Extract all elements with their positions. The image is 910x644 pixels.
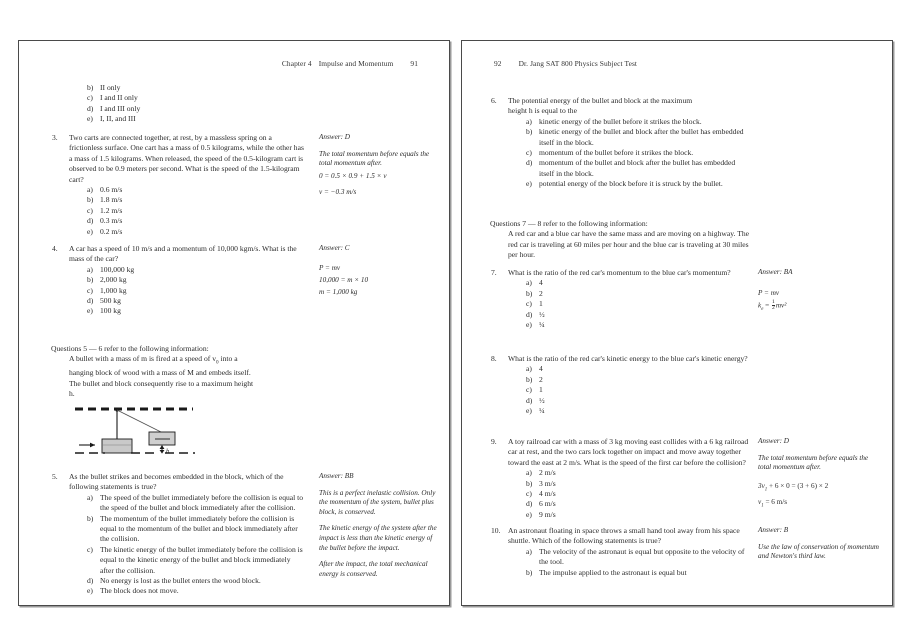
- answer-formula: 0 = 0.5 × 0.9 + 1.5 × v: [319, 171, 387, 180]
- choice-label: b): [87, 513, 94, 523]
- block-raised: [149, 432, 175, 445]
- choice-text: ¼: [539, 406, 545, 416]
- question-stem: As the bullet strikes and becomes embedded in the block, which of the following statements is true?: [69, 472, 284, 492]
- choice-text: 6 m/s: [539, 499, 556, 509]
- choice-text: 0.2 m/s: [100, 226, 123, 236]
- carryover-choice-list: [87, 83, 340, 125]
- info-text: hanging block of wood with a mass of M and embeds itself.: [69, 368, 251, 378]
- choice-item[interactable]: [526, 117, 750, 127]
- choice-item[interactable]: [526, 510, 750, 520]
- info-text: into a: [218, 354, 238, 364]
- answer-explanation: The kinetic energy of the system after the impact is less than the kinetic energy of the bullet before the impact.: [319, 524, 437, 552]
- answer-explanation: After the impact, the total mechanical energy is conserved.: [319, 560, 428, 578]
- answer-sidebar-5: [319, 472, 441, 579]
- choice-label: e): [87, 226, 93, 236]
- choice-item[interactable]: [87, 216, 304, 226]
- answer-formula: P = mv: [758, 288, 780, 297]
- choice-label: e): [526, 179, 532, 189]
- answer-sidebar-3: [319, 133, 441, 197]
- chapter-label: Chapter 4: [281, 59, 312, 68]
- page-number-left: 91: [410, 59, 418, 68]
- question-stem: What is the ratio of the red car's momentum to the blue car's momentum?: [508, 268, 731, 277]
- choice-item[interactable]: [526, 179, 750, 189]
- answer-formula: 10,000 = m × 10: [319, 275, 369, 284]
- choice-text: I and II only: [100, 93, 138, 103]
- choice-item[interactable]: [526, 148, 750, 158]
- choice-label: b): [526, 127, 533, 137]
- choice-item[interactable]: [87, 206, 304, 216]
- choice-label: b): [87, 275, 94, 285]
- info-block-7-8: [490, 219, 750, 261]
- choice-label: b): [526, 288, 533, 298]
- choice-label: c): [87, 285, 93, 295]
- answer-explanation: The total momentum before equals the total momentum after.: [758, 453, 869, 472]
- choice-label: a): [526, 116, 532, 126]
- ballistic-pendulum-figure: [61, 405, 261, 459]
- choice-text: The velocity of the astronaut is equal but opposite to the velocity of the tool.: [539, 546, 745, 567]
- choice-text: 1: [539, 299, 543, 309]
- answer-sidebar-7: [758, 268, 880, 315]
- answer-sidebar-10: [758, 526, 880, 562]
- choice-item[interactable]: [526, 320, 750, 330]
- choice-list: [87, 185, 304, 237]
- choice-item[interactable]: [526, 158, 750, 179]
- question-stem: The potential energy of the bullet and block at the maximum: [508, 96, 693, 105]
- choice-item[interactable]: [87, 227, 304, 237]
- choice-text: 2: [539, 374, 543, 384]
- choice-list: [87, 493, 304, 597]
- choice-label: b): [526, 374, 533, 384]
- choice-text: The impulse applied to the astronaut is equal but: [539, 567, 687, 577]
- answer-formula-ke: $k_e$ = $\frac{1}{2}$ mv²: [758, 298, 787, 312]
- answer-formula: [758, 497, 880, 511]
- choice-item[interactable]: [87, 93, 340, 103]
- choice-item[interactable]: [87, 195, 304, 205]
- choice-item[interactable]: [526, 385, 750, 395]
- choice-text: ½: [539, 395, 545, 405]
- choice-list: [526, 547, 750, 578]
- question-10: [490, 526, 750, 578]
- choice-label: c): [87, 93, 93, 103]
- height-arrow-down: [160, 450, 165, 454]
- answer-explanation: This is a perfect inelastic collision. Only the momentum of the system, bullet plus block, is conserved.: [319, 488, 436, 516]
- answer-label: Answer: D: [758, 437, 789, 445]
- answer-explanation: The total momentum before equals the total momentum after.: [319, 149, 430, 168]
- choice-text: The speed of the bullet immediately before the collision is equal to the speed of the bullet and block immediately after the collision.: [100, 492, 304, 513]
- choice-text: No energy is lost as the bullet enters the wood block.: [100, 576, 261, 586]
- page-number-right: 92: [494, 59, 502, 68]
- answer-label: Answer: D: [319, 133, 350, 141]
- info-block-5-6: [51, 344, 304, 400]
- question-6: [490, 96, 750, 190]
- choice-label: b): [87, 195, 94, 205]
- question-stem: A toy railroad car with a mass of 3 kg moving east collides with a 6 kg railroad car at rest, and the two cars lock together on impact and move away together toward the east at 2 m/s. What is the speed of the first car before the collision?: [508, 437, 749, 467]
- height-arrow-up: [160, 445, 165, 449]
- choice-text: I and III only: [100, 103, 141, 113]
- choice-label: a): [526, 364, 532, 374]
- choice-item[interactable]: [526, 468, 750, 478]
- choice-label: d): [87, 296, 94, 306]
- choice-label: a): [87, 492, 93, 502]
- info-text: A bullet with a mass of m is fired at a speed of v: [69, 354, 216, 364]
- question-number: 8.: [491, 354, 497, 363]
- choice-label: c): [87, 544, 93, 554]
- question-3: [51, 133, 304, 237]
- answer-label: Answer: BA: [758, 268, 793, 276]
- choice-text: 0.6 m/s: [100, 185, 123, 195]
- book-title: Dr. Jang SAT 800 Physics Subject Test: [518, 59, 638, 68]
- choice-label: d): [526, 395, 533, 405]
- question-stem: An astronaut floating in space throws a small hand tool away from his space shuttle. Which of the following statements is true?: [508, 526, 740, 546]
- choice-item[interactable]: [526, 479, 750, 489]
- string-swung: [117, 410, 161, 432]
- choice-item[interactable]: [526, 289, 750, 299]
- question-4: [51, 244, 304, 317]
- formula-part: 3v: [758, 481, 765, 490]
- choice-text: momentum of the bullet before it strikes the block.: [539, 148, 694, 158]
- choice-label: d): [526, 309, 533, 319]
- choice-label: b): [526, 567, 533, 577]
- choice-label: e): [87, 114, 93, 124]
- one-half-fraction: $\frac{1}{2}$: [772, 298, 775, 312]
- choice-item[interactable]: [526, 489, 750, 499]
- question-number: 7.: [491, 268, 497, 277]
- page-right: [461, 40, 893, 606]
- choice-text: 1: [539, 385, 543, 395]
- choice-text: 4: [539, 278, 543, 288]
- answer-formula: m = 1,000 kg: [319, 287, 358, 296]
- choice-text: 1.2 m/s: [100, 205, 123, 215]
- question-number: 10.: [491, 526, 501, 535]
- question-stem-cont: height h is equal to the: [508, 106, 577, 116]
- choice-text: II only: [100, 83, 121, 92]
- choice-text: The block does not move.: [100, 586, 179, 596]
- question-number: 9.: [491, 437, 497, 446]
- choice-item[interactable]: [87, 306, 304, 316]
- choice-item[interactable]: [526, 310, 750, 320]
- formula-part: + 6 × 0 = (3 + 6) × 2: [767, 481, 829, 490]
- question-stem: What is the ratio of the red car's kinetic energy to the blue car's kinetic energy?: [508, 354, 748, 363]
- choice-label: e): [526, 320, 532, 330]
- choice-text: 3 m/s: [539, 478, 556, 488]
- choice-label: c): [526, 385, 532, 395]
- running-head-right: [494, 59, 637, 68]
- answer-sidebar-4: [319, 244, 441, 297]
- choice-item[interactable]: [87, 83, 340, 93]
- choice-label: a): [87, 185, 93, 195]
- choice-item[interactable]: [87, 576, 304, 586]
- choice-item[interactable]: [526, 499, 750, 509]
- info-subscript: 0: [216, 359, 219, 366]
- choice-text: 4: [539, 364, 543, 374]
- choice-label: d): [87, 576, 94, 586]
- answer-formula: [758, 481, 880, 495]
- choice-label: c): [526, 299, 532, 309]
- choice-item[interactable]: [526, 547, 750, 568]
- choice-text: The momentum of the bullet immediately before the collision is equal to the momentum of the bullet and block immediately after the collision.: [100, 513, 298, 544]
- question-9: [490, 437, 750, 520]
- question-8: [490, 354, 750, 416]
- answer-explanation: Use the law of conservation of momentum and Newton's third law.: [758, 542, 879, 561]
- choice-text: 4 m/s: [539, 489, 556, 499]
- bullet-arrowhead: [90, 443, 95, 448]
- answer-formula: P = mv: [319, 263, 341, 272]
- choice-label: a): [526, 546, 532, 556]
- info-text: A red car and a blue car have the same mass and are moving on a highway. The red car is traveling at 60 miles per hour and the blue car is traveling at 30 miles per hour.: [508, 229, 750, 260]
- choice-label: b): [526, 478, 533, 488]
- choice-text: 2: [539, 288, 543, 298]
- choice-item[interactable]: [87, 104, 340, 114]
- choice-text: 0.3 m/s: [100, 216, 123, 226]
- choice-item[interactable]: [526, 364, 750, 374]
- choice-text: 100 kg: [100, 306, 121, 316]
- running-head-left: [282, 59, 418, 68]
- choice-text: 9 m/s: [539, 509, 556, 519]
- answer-label: Answer: C: [319, 244, 350, 252]
- choice-text: 2 m/s: [539, 468, 556, 478]
- choice-item[interactable]: [87, 586, 304, 596]
- choice-text: 1,000 kg: [100, 285, 127, 295]
- choice-label: d): [87, 216, 94, 226]
- choice-item[interactable]: [87, 185, 304, 195]
- choice-label: d): [526, 158, 533, 168]
- ke-symbol: k: [758, 301, 762, 310]
- choice-item[interactable]: [87, 545, 304, 576]
- question-7: [490, 268, 750, 330]
- choice-label: e): [87, 586, 93, 596]
- choice-list: [526, 364, 750, 416]
- choice-item[interactable]: [526, 278, 750, 288]
- choice-text: 500 kg: [100, 296, 121, 306]
- formula-part: v: [758, 498, 762, 507]
- choice-text: 2,000 kg: [100, 275, 127, 285]
- choice-item[interactable]: [87, 265, 304, 275]
- choice-text: ¼: [539, 320, 545, 330]
- info-heading: Questions 7 — 8 refer to the following information:: [490, 219, 648, 228]
- formula-part: = 6 m/s: [763, 498, 788, 507]
- choice-label: a): [87, 264, 93, 274]
- chapter-title: Impulse and Momentum: [318, 59, 394, 68]
- choice-text: ½: [539, 309, 545, 319]
- choice-text: 1.8 m/s: [100, 195, 123, 205]
- info-heading: Questions 5 — 6 refer to the following information:: [51, 344, 209, 353]
- question-number: 5.: [52, 472, 58, 481]
- answer-sidebar-9: [758, 437, 880, 512]
- question-5: [51, 472, 304, 597]
- choice-list: [526, 468, 750, 520]
- choice-item[interactable]: [526, 396, 750, 406]
- choice-text: potential energy of the block before it is struck by the bullet.: [539, 179, 723, 189]
- choice-item[interactable]: [87, 296, 304, 306]
- choice-text: The kinetic energy of the bullet immediately before the collision is equal to the kinetic energy of the bullet and block immediately after the collision.: [100, 544, 303, 575]
- question-stem: A car has a speed of 10 m/s and a momentum of 10,000 kgm/s. What is the mass of the car?: [69, 244, 297, 264]
- choice-item[interactable]: [87, 514, 304, 545]
- ke-rhs: mv²: [775, 301, 787, 310]
- choice-label: b): [87, 83, 94, 92]
- block-at-rest: [102, 439, 132, 453]
- choice-text: kinetic energy of the bullet and block after the bullet has embedded itself in the block.: [539, 127, 744, 147]
- choice-label: e): [526, 509, 532, 519]
- choice-label: d): [87, 103, 94, 113]
- answer-label: Answer: B: [758, 526, 789, 534]
- choice-label: c): [526, 148, 532, 158]
- choice-list: [526, 278, 750, 330]
- question-number: 4.: [52, 244, 58, 253]
- question-number: 6.: [491, 96, 497, 105]
- choice-item[interactable]: [87, 114, 340, 124]
- info-text: The bullet and block consequently rise to a maximum height: [69, 378, 254, 388]
- choice-item[interactable]: [87, 286, 304, 296]
- question-stem: Two carts are connected together, at rest, by a massless spring on a frictionless surface. One cart has a mass of 0.5 kilograms, while the other has a mass of 1.5 kilograms. When released, the speed of the 0.5-kilogram cart is observed to be 0.9 meters per second. What is the speed of the 1.5-kilogram cart?: [69, 133, 304, 184]
- choice-item[interactable]: [526, 299, 750, 309]
- choice-item[interactable]: [526, 406, 750, 416]
- formula-subscript: 1: [761, 503, 764, 509]
- choice-item[interactable]: [87, 493, 304, 514]
- choice-item[interactable]: [87, 275, 304, 285]
- ke-subscript: e: [761, 306, 764, 312]
- choice-label: c): [526, 489, 532, 499]
- page-left: [18, 40, 450, 606]
- choice-list: [526, 117, 750, 190]
- choice-item[interactable]: [526, 568, 750, 578]
- choice-label: e): [87, 306, 93, 316]
- answer-formula: v = −0.3 m/s: [319, 187, 357, 196]
- choice-text: I, II, and III: [100, 114, 136, 124]
- choice-label: e): [526, 406, 532, 416]
- choice-label: c): [87, 205, 93, 215]
- choice-item[interactable]: [526, 127, 750, 148]
- height-label: h: [166, 448, 170, 455]
- choice-label: d): [526, 499, 533, 509]
- choice-text: momentum of the bullet and block after the bullet has embedded itself in the block.: [539, 158, 736, 178]
- choice-list: [87, 265, 304, 317]
- choice-label: a): [526, 278, 532, 288]
- choice-label: a): [526, 468, 532, 478]
- choice-text: kinetic energy of the bullet before it strikes the block.: [539, 116, 702, 126]
- choice-text: 100,000 kg: [100, 264, 135, 274]
- formula-subscript: 1: [764, 487, 768, 493]
- question-number: 3.: [52, 133, 58, 142]
- answer-label: Answer: BB: [319, 472, 354, 480]
- info-text: h.: [69, 389, 75, 399]
- ballistic-pendulum-diagram: [61, 405, 261, 459]
- choice-item[interactable]: [526, 375, 750, 385]
